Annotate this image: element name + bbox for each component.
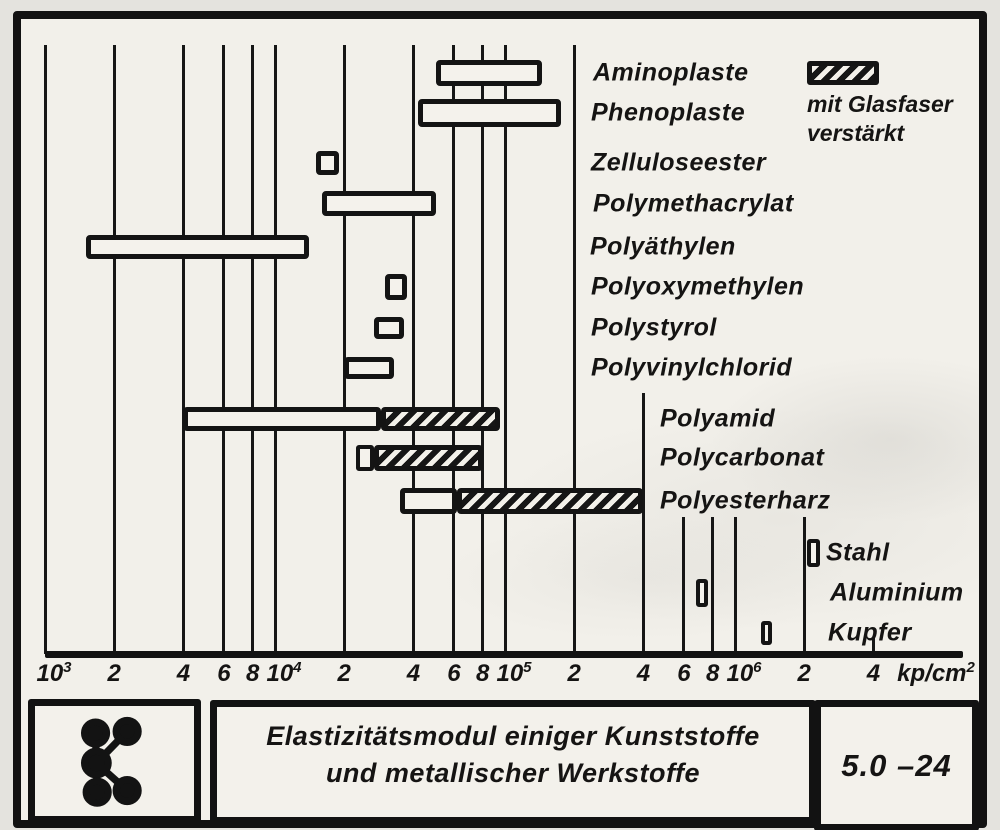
gridline-100000 [504, 45, 507, 654]
x-tick-label-20000: 2 [337, 660, 351, 687]
x-axis-line [45, 651, 963, 658]
bar-polyvinylchlorid [344, 357, 394, 379]
x-tick-label-40000: 4 [406, 660, 421, 687]
legend-hatched-swatch [807, 61, 879, 85]
x-tick-label-4000: 4 [176, 660, 191, 687]
bar-aminoplaste [436, 60, 542, 86]
material-label-phenoplaste: Phenoplaste [591, 98, 746, 127]
material-label-polyathylen: Polyäthylen [590, 232, 736, 261]
gridline-600000 [682, 517, 685, 654]
legend-label-line2: verstärkt [807, 120, 905, 146]
x-tick-label-8000: 8 [246, 660, 260, 687]
material-label-polystyrol: Polystyrol [591, 313, 717, 342]
gridline-4000 [182, 45, 185, 654]
bar-polyoxymethylen [385, 274, 407, 300]
gridline-400000 [642, 393, 645, 654]
figure-code: 5.0 –24 [841, 747, 952, 783]
gridline-200000 [573, 45, 576, 654]
material-label-zelluloseester: Zelluloseester [591, 148, 767, 177]
x-tick-label-1000000: $10^6$ [726, 659, 762, 687]
chart-title-line2: und metallischer Werkstoffe [325, 758, 701, 788]
x-tick-label-600000: 6 [677, 660, 691, 687]
material-label-polyoxymethylen: Polyoxymethylen [591, 272, 805, 301]
gridline-40000 [412, 45, 415, 654]
material-label-polycarbonat: Polycarbonat [660, 443, 825, 472]
material-label-stahl: Stahl [826, 538, 890, 567]
material-label-aminoplaste: Aminoplaste [593, 58, 749, 87]
material-label-polyamid: Polyamid [660, 404, 776, 433]
legend-label [807, 90, 953, 148]
gridline-2000000 [803, 517, 806, 654]
x-tick-label-1000: $10^3$ [36, 659, 72, 687]
x-axis-unit-label: $kp/cm^2$ [897, 659, 975, 687]
x-tick-label-60000: 6 [447, 660, 461, 687]
gridline-2000 [113, 45, 116, 654]
x-tick-label-2000000: 2 [797, 660, 811, 687]
bar-polyamid-hatched [381, 407, 500, 431]
legend [807, 61, 953, 148]
bar-aluminium [696, 579, 707, 607]
material-label-polymethacrylat: Polymethacrylat [593, 189, 794, 217]
bar-polycarbonat [356, 445, 374, 471]
x-tick-label-100000: $10^5$ [496, 659, 532, 687]
x-tick-label-400000: 4 [636, 660, 651, 687]
x-tick-label-10000: $10^4$ [266, 659, 302, 687]
x-tick-label-2000: 2 [107, 660, 121, 687]
bar-phenoplaste [418, 99, 561, 127]
gridline-1000000 [734, 517, 737, 654]
gridline-6000 [222, 45, 225, 654]
bar-zelluloseester [316, 151, 340, 175]
x-tick-label-4000000: 4 [866, 660, 881, 687]
bar-polystyrol [374, 317, 404, 339]
x-tick-label-6000: 6 [217, 660, 231, 687]
x-tick-label-800000: 8 [706, 660, 720, 687]
material-label-aluminium: Aluminium [830, 578, 964, 607]
bar-polycarbonat-hatched [374, 445, 482, 471]
bar-polyamid [183, 407, 381, 431]
bar-stahl [807, 539, 821, 567]
logo-box [28, 699, 201, 823]
gridline-800000 [711, 517, 714, 654]
bar-polymethacrylat [322, 191, 436, 216]
title-box [210, 700, 816, 824]
bar-polyesterharz [400, 488, 457, 514]
material-label-polyvinylchlorid: Polyvinylchlorid [591, 353, 793, 382]
x-tick-label-200000: 2 [567, 660, 581, 687]
material-label-kupfer: Kupfer [828, 618, 912, 647]
gridline-60000 [452, 45, 455, 654]
bar-kupfer [761, 621, 772, 645]
gridline-1000 [44, 45, 47, 654]
gridline-80000 [481, 45, 484, 654]
slide-frame [13, 11, 987, 828]
chart-title-line1: Elastizitätsmodul einiger Kunststoffe [266, 721, 760, 751]
bar-polyesterharz-hatched [457, 488, 643, 514]
bar-polyathylen [86, 235, 309, 259]
figure-code-box [814, 700, 979, 830]
gridline-20000 [343, 45, 346, 654]
legend-label-line1: mit Glasfaser [807, 91, 953, 117]
x-tick-label-80000: 8 [476, 660, 490, 687]
publisher-logo-icon [51, 713, 179, 809]
gridline-10000 [274, 45, 277, 654]
material-label-polyesterharz: Polyesterharz [660, 486, 831, 515]
gridline-8000 [251, 45, 254, 654]
